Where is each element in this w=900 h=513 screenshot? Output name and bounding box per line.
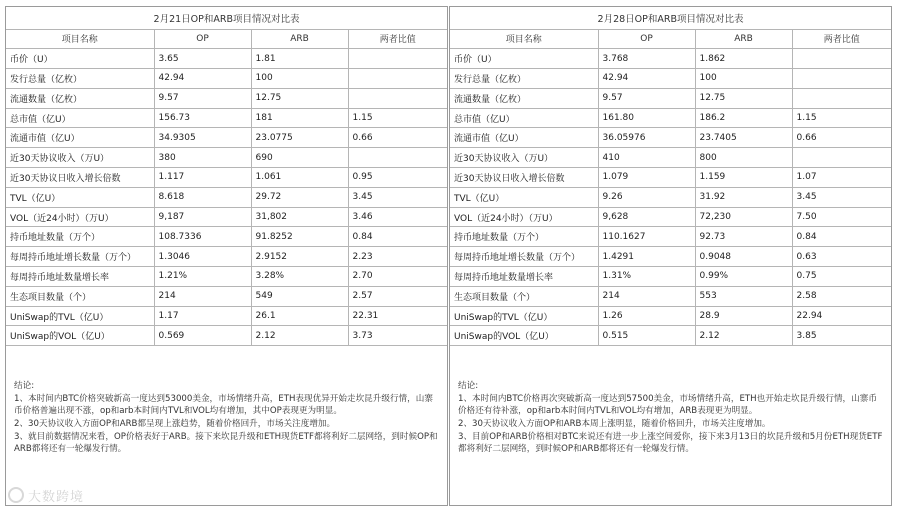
table-cell: 22.31 [348, 306, 447, 326]
column-header: 两者比值 [348, 29, 447, 49]
table-row [6, 326, 447, 346]
table-cell: 0.75 [792, 267, 891, 287]
row-label: 发行总量（亿枚） [6, 69, 154, 89]
table-cell: 214 [154, 286, 251, 306]
table-row [450, 69, 891, 89]
row-label: 流通市值（亿U） [450, 128, 598, 148]
watermark-text: 大数跨境 [28, 490, 85, 505]
table-cell: 2.57 [348, 286, 447, 306]
row-label: VOL（近24小时）（万U） [6, 207, 154, 227]
row-label: TVL（亿U） [6, 187, 154, 207]
table-cell [792, 88, 891, 108]
table-cell: 28.9 [695, 306, 792, 326]
row-label: 总市值（亿U） [450, 108, 598, 128]
table-cell: 23.0775 [251, 128, 348, 148]
table-row [6, 148, 447, 168]
table-cell: 34.9305 [154, 128, 251, 148]
table-row [6, 88, 447, 108]
table-cell: 23.7405 [695, 128, 792, 148]
table-cell: 12.75 [695, 88, 792, 108]
table-cell: 72,230 [695, 207, 792, 227]
table-cell: 156.73 [154, 108, 251, 128]
table-cell: 410 [598, 148, 695, 168]
table-cell: 3.46 [348, 207, 447, 227]
table-cell: 42.94 [598, 69, 695, 89]
table-cell: 100 [695, 69, 792, 89]
left-comparison-panel [5, 6, 448, 506]
row-label: 近30天协议日收入增长倍数 [6, 168, 154, 188]
table-row [450, 267, 891, 287]
table-cell: 1.4291 [598, 247, 695, 267]
table-cell: 2.70 [348, 267, 447, 287]
table-cell [792, 148, 891, 168]
table-row [450, 247, 891, 267]
table-cell: 1.15 [348, 108, 447, 128]
watermark [8, 486, 84, 505]
table-cell: 2.12 [251, 326, 348, 346]
column-header: OP [154, 29, 251, 49]
table-cell: 3.85 [792, 326, 891, 346]
row-label: UniSwap的VOL（亿U） [450, 326, 598, 346]
table-cell: 549 [251, 286, 348, 306]
table-row [6, 247, 447, 267]
table-row [6, 168, 447, 188]
row-label: 每周持币地址增长数量（万个） [6, 247, 154, 267]
row-label: 生态项目数量（个） [450, 286, 598, 306]
row-label: 持币地址数量（万个） [6, 227, 154, 247]
row-label: 持币地址数量（万个） [450, 227, 598, 247]
column-header: ARB [251, 29, 348, 49]
table-cell: 1.15 [792, 108, 891, 128]
table-row [6, 187, 447, 207]
table-cell: 0.569 [154, 326, 251, 346]
table-cell: 1.3046 [154, 247, 251, 267]
table-cell: 8.618 [154, 187, 251, 207]
column-header: 项目名称 [6, 29, 154, 49]
table-cell: 2.12 [695, 326, 792, 346]
row-label: 流通数量（亿枚） [6, 88, 154, 108]
row-label: 流通市值（亿U） [6, 128, 154, 148]
row-label: 币价（U） [6, 49, 154, 69]
table-cell: 380 [154, 148, 251, 168]
table-cell: 1.159 [695, 168, 792, 188]
table-cell: 1.26 [598, 306, 695, 326]
table-row [6, 286, 447, 306]
table-cell: 92.73 [695, 227, 792, 247]
row-label: UniSwap的VOL（亿U） [6, 326, 154, 346]
table-row [450, 128, 891, 148]
row-label: 近30天协议收入（万U） [450, 148, 598, 168]
note-item: 2、30天协议收入方面OP和ARB本周上涨明显，随着价格回升，市场关注度增加。 [458, 419, 771, 430]
table-cell: 3.768 [598, 49, 695, 69]
table-cell: 1.862 [695, 49, 792, 69]
note-item: 2、30天协议收入方面OP和ARB都呈现上涨趋势，随着价格回升，市场关注度增加。 [14, 419, 336, 430]
table-cell: 9,628 [598, 207, 695, 227]
table-cell [792, 49, 891, 69]
table-row [450, 207, 891, 227]
table-cell: 1.079 [598, 168, 695, 188]
table-cell: 9.26 [598, 187, 695, 207]
table-cell: 1.21% [154, 267, 251, 287]
conclusion-notes [450, 346, 891, 456]
notes-title: 结论: [14, 381, 35, 392]
table-cell: 2.23 [348, 247, 447, 267]
table-cell: 214 [598, 286, 695, 306]
column-header: ARB [695, 29, 792, 49]
table-cell: 108.7336 [154, 227, 251, 247]
table-cell [348, 148, 447, 168]
table-cell: 36.05976 [598, 128, 695, 148]
table-cell [348, 49, 447, 69]
row-label: 近30天协议收入（万U） [6, 148, 154, 168]
table-row [6, 227, 447, 247]
table-row [450, 88, 891, 108]
table-cell [348, 88, 447, 108]
table-cell: 0.515 [598, 326, 695, 346]
table-cell: 181 [251, 108, 348, 128]
table-cell: 3.28% [251, 267, 348, 287]
table-cell: 2.9152 [251, 247, 348, 267]
table-cell: 161.80 [598, 108, 695, 128]
table-cell: 9.57 [598, 88, 695, 108]
table-row [6, 267, 447, 287]
row-label: 每周持币地址数量增长率 [6, 267, 154, 287]
table-row [6, 207, 447, 227]
table-row [450, 148, 891, 168]
table-cell: 29.72 [251, 187, 348, 207]
row-label: 总市值（亿U） [6, 108, 154, 128]
table-row [450, 326, 891, 346]
table-row [450, 49, 891, 69]
row-label: 生态项目数量（个） [6, 286, 154, 306]
column-header: 项目名称 [450, 29, 598, 49]
table-cell: 186.2 [695, 108, 792, 128]
table-row [450, 108, 891, 128]
row-label: 流通数量（亿枚） [450, 88, 598, 108]
table-cell: 1.07 [792, 168, 891, 188]
table-cell: 22.94 [792, 306, 891, 326]
table-cell: 0.9048 [695, 247, 792, 267]
table-row [6, 69, 447, 89]
row-label: UniSwap的TVL（亿U） [450, 306, 598, 326]
comparison-table [6, 7, 447, 346]
table-cell: 91.8252 [251, 227, 348, 247]
table-cell: 1.81 [251, 49, 348, 69]
table-cell: 7.50 [792, 207, 891, 227]
note-item: 1、本时间内BTC价格再次突破新高一度达到57500美金，市场情绪升高，ETH也开始走坎昆升级行情，山寨币价格还有待补涨，op和arb本时间内TVL和VOL均有增加，ARB表现更为明显。 [458, 393, 877, 417]
table-cell: 9.57 [154, 88, 251, 108]
notes-title: 结论: [458, 381, 479, 392]
right-comparison-panel [449, 6, 892, 506]
note-item: 3、就目前数据情况来看，OP价格表好于ARB。接下来坎昆升级和ETH现货ETF都将利好二层网络，到时候OP和ARB都将还有一轮爆发行情。 [14, 431, 438, 455]
table-cell: 31,802 [251, 207, 348, 227]
column-header: OP [598, 29, 695, 49]
table-row [6, 128, 447, 148]
table-cell: 2.58 [792, 286, 891, 306]
table-cell: 3.65 [154, 49, 251, 69]
table-row [450, 306, 891, 326]
table-cell: 1.061 [251, 168, 348, 188]
table-cell [792, 69, 891, 89]
table-row [6, 49, 447, 69]
table-cell: 0.99% [695, 267, 792, 287]
table-cell: 0.63 [792, 247, 891, 267]
note-item: 1、本时间内BTC价格突破新高一度达到53000美金，市场情绪升高，ETH表现优异开始走坎昆升级行情，山寨币价格普遍出现不涨，op和arb本时间内TVL和VOL均有增加，其中OP表现更为明显。 [14, 393, 433, 417]
table-cell: 690 [251, 148, 348, 168]
table-title: 2月28日OP和ARB项目情况对比表 [450, 7, 891, 29]
table-row [450, 187, 891, 207]
table-cell: 1.17 [154, 306, 251, 326]
table-row [6, 108, 447, 128]
table-cell: 31.92 [695, 187, 792, 207]
row-label: 近30天协议日收入增长倍数 [450, 168, 598, 188]
table-cell: 42.94 [154, 69, 251, 89]
table-cell: 0.84 [792, 227, 891, 247]
note-item: 3、目前OP和ARB价格相对BTC来说还有进一步上涨空间爱你，接下来3月13日的坎昆升级和5月份ETH现货ETF都将利好二层网络，到时候OP和ARB都将还有一轮爆发行情。 [458, 431, 883, 455]
watermark-logo-icon [8, 487, 24, 503]
table-row [450, 168, 891, 188]
table-cell: 9,187 [154, 207, 251, 227]
table-cell: 1.117 [154, 168, 251, 188]
comparison-table [450, 7, 891, 346]
table-cell: 3.73 [348, 326, 447, 346]
table-cell: 0.95 [348, 168, 447, 188]
table-title: 2月21日OP和ARB项目情况对比表 [6, 7, 447, 29]
table-cell: 100 [251, 69, 348, 89]
table-cell: 3.45 [792, 187, 891, 207]
row-label: 每周持币地址增长数量（万个） [450, 247, 598, 267]
table-row [6, 306, 447, 326]
row-label: 每周持币地址数量增长率 [450, 267, 598, 287]
table-cell: 3.45 [348, 187, 447, 207]
conclusion-notes [6, 346, 447, 456]
table-cell [348, 69, 447, 89]
column-header: 两者比值 [792, 29, 891, 49]
table-cell: 553 [695, 286, 792, 306]
table-row [450, 286, 891, 306]
table-cell: 0.66 [348, 128, 447, 148]
table-row [450, 227, 891, 247]
row-label: UniSwap的TVL（亿U） [6, 306, 154, 326]
table-cell: 26.1 [251, 306, 348, 326]
table-cell: 12.75 [251, 88, 348, 108]
table-cell: 800 [695, 148, 792, 168]
table-cell: 0.66 [792, 128, 891, 148]
row-label: TVL（亿U） [450, 187, 598, 207]
row-label: 发行总量（亿枚） [450, 69, 598, 89]
table-cell: 0.84 [348, 227, 447, 247]
row-label: VOL（近24小时）（万U） [450, 207, 598, 227]
row-label: 币价（U） [450, 49, 598, 69]
table-cell: 110.1627 [598, 227, 695, 247]
table-cell: 1.31% [598, 267, 695, 287]
